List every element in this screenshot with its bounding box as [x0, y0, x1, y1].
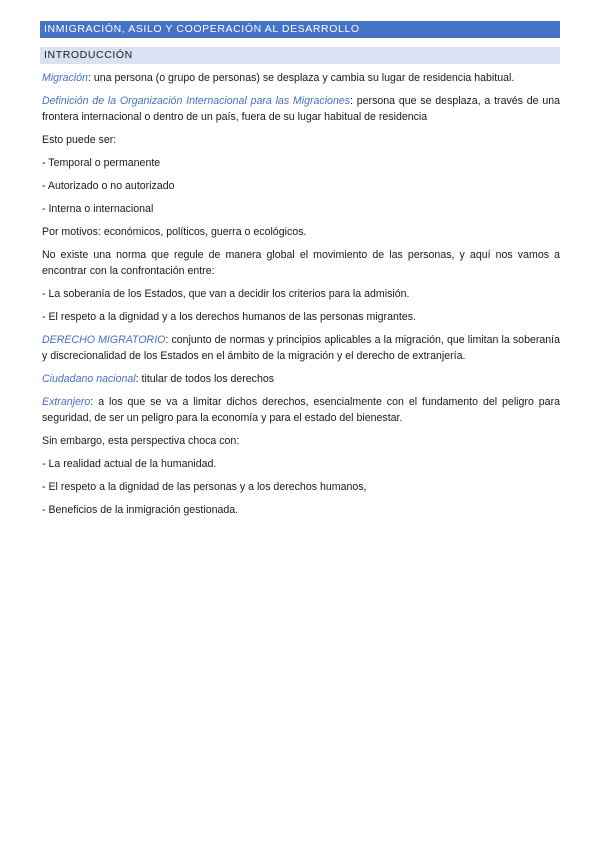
- term-migracion: Migración: [42, 72, 88, 84]
- list-item: - El respeto a la dignidad de las personas y a los derechos humanos,: [42, 481, 367, 493]
- list-item: - El respeto a la dignidad y a los derechos humanos de las personas migrantes.: [42, 311, 416, 323]
- term-oim: Definición de la Organización Internacional para las Migraciones: [42, 95, 351, 107]
- definition-oim: [40, 93, 560, 125]
- list-item: - Beneficios de la inmigración gestionada.: [42, 504, 239, 516]
- term-extranjero: Extranjero: [42, 396, 91, 408]
- list-item: - La realidad actual de la humanidad.: [42, 458, 217, 470]
- definition-derecho-migratorio: [40, 332, 560, 364]
- document-page: [40, 21, 560, 525]
- definition-text: : a los que se va a limitar dichos derechos, esencialmente con el fundamento del peligro para seguridad, de ser un peligro para la economía y para el estado del bienestar.: [42, 396, 560, 424]
- document-title: INMIGRACIÓN, ASILO Y COOPERACIÓN AL DESARROLLO: [40, 21, 560, 38]
- paragraph-motivos: Por motivos: económicos, políticos, guerra o ecológicos.: [42, 226, 307, 238]
- term-ciudadano: Ciudadano nacional: [42, 373, 136, 385]
- list-item: - Temporal o permanente: [42, 157, 161, 169]
- document-body: [40, 70, 560, 518]
- definition-extranjero: [40, 394, 560, 426]
- list-item: - La soberanía de los Estados, que van a decidir los criterios para la admisión.: [42, 288, 410, 300]
- paragraph-intro-list: Esto puede ser:: [42, 134, 117, 146]
- definition-ciudadano: [40, 371, 560, 387]
- paragraph-sin-embargo: Sin embargo, esta perspectiva choca con:: [42, 435, 240, 447]
- definition-text: : persona que se desplaza, a través de una frontera internacional o dentro de un país, fuera de su lugar habitual de residencia: [42, 95, 560, 123]
- term-derecho-migratorio: DERECHO MIGRATORIO: [42, 334, 166, 346]
- definition-migracion: [40, 70, 560, 86]
- definition-text: : una persona (o grupo de personas) se desplaza y cambia su lugar de residencia habitual.: [87, 72, 515, 84]
- definition-text: : conjunto de normas y principios aplicables a la migración, que limitan la soberanía y discrecionalidad de los Estados en el ámbito de la migración y el derecho de extranjería.: [42, 334, 560, 362]
- section-heading: INTRODUCCIÓN: [40, 47, 560, 64]
- definition-text: : titular de todos los derechos: [135, 373, 275, 385]
- paragraph-norma: No existe una norma que regule de manera global el movimiento de las personas, y aquí nos vamos a encontrar con la confrontación entre:: [42, 249, 560, 277]
- list-item: - Interna o internacional: [42, 203, 154, 215]
- list-item: - Autorizado o no autorizado: [42, 180, 175, 192]
